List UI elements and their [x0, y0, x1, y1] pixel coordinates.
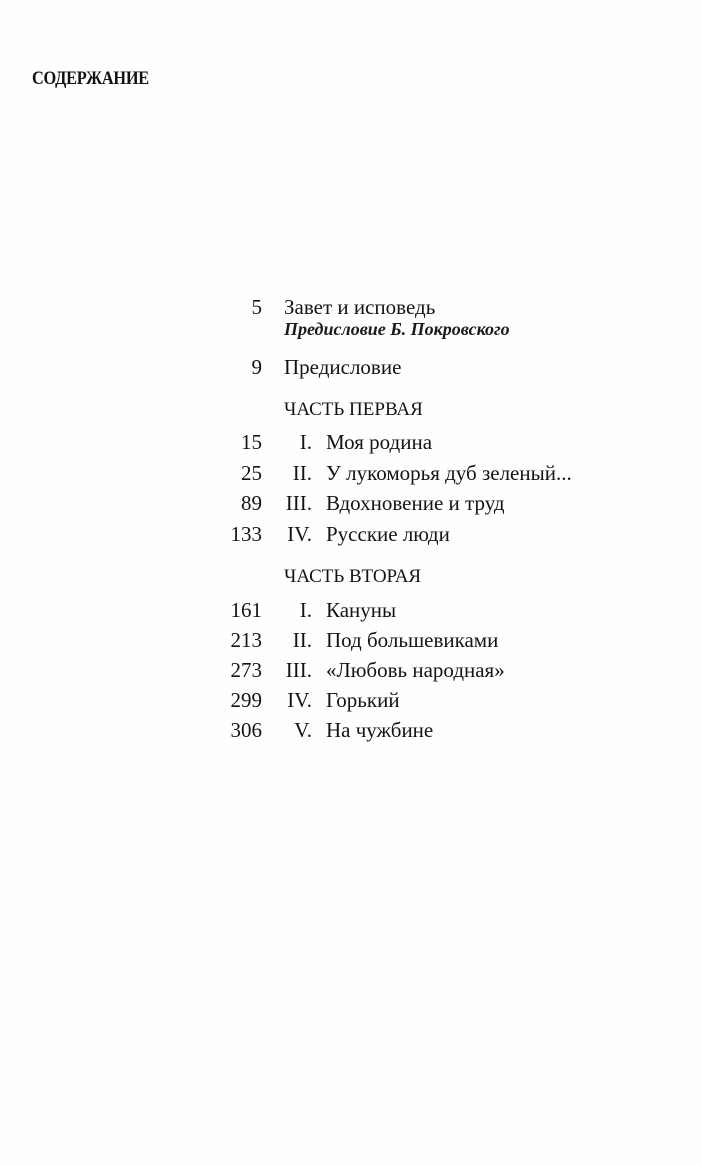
toc-entry	[0, 717, 701, 747]
chapter-numeral: IV.	[287, 522, 312, 546]
toc-entry-title: Кануны	[326, 598, 397, 622]
toc-entry	[0, 521, 701, 551]
toc-page-number: 133	[230, 522, 262, 546]
toc-entry-title: Моя родина	[326, 430, 433, 454]
toc-entry-title: Русские люди	[326, 522, 450, 546]
toc-entry	[0, 597, 701, 627]
toc-page-number: 25	[241, 461, 262, 485]
toc-page-number: 89	[241, 491, 262, 515]
toc-entry	[0, 657, 701, 687]
toc-entry-subtitle: Предисловие Б. Покровского	[284, 319, 510, 339]
toc-entry-title: Завет и исповедь	[284, 295, 436, 319]
chapter-numeral: III.	[285, 658, 312, 682]
toc-entry-title: На чужбине	[326, 718, 434, 742]
chapter-numeral: I.	[299, 598, 312, 622]
page-title: СОДЕРЖАНИЕ	[32, 68, 149, 89]
toc-entry-title: Вдохновение и труд	[326, 491, 505, 515]
part-heading: ЧАСТЬ ВТОРАЯ	[284, 566, 422, 587]
toc-entry	[0, 627, 701, 657]
toc-page-number: 213	[230, 628, 262, 652]
chapter-numeral: II.	[292, 628, 312, 652]
toc-entry-title: Горький	[326, 688, 400, 712]
toc-entry-title: Предисловие	[284, 355, 402, 379]
part-heading: ЧАСТЬ ПЕРВАЯ	[284, 399, 423, 420]
toc-entry-title: У лукоморья дуб зеленый...	[326, 461, 572, 485]
toc-page-number: 161	[230, 598, 262, 622]
toc-entry	[0, 429, 701, 459]
chapter-numeral: IV.	[287, 688, 312, 712]
toc-entry-title: «Любовь народная»	[326, 658, 505, 682]
toc-entry	[0, 294, 701, 339]
toc-entry	[0, 354, 701, 384]
toc-page-number: 273	[230, 658, 262, 682]
chapter-numeral: I.	[299, 430, 312, 454]
toc-page-number: 9	[251, 355, 262, 379]
toc-page-number: 306	[230, 718, 262, 742]
toc-entry	[0, 460, 701, 490]
chapter-numeral: III.	[285, 491, 312, 515]
toc-page-number: 15	[241, 430, 262, 454]
toc-entry-title: Под большевиками	[326, 628, 499, 652]
toc-page-number: 299	[230, 688, 262, 712]
chapter-numeral: II.	[292, 461, 312, 485]
chapter-numeral: V.	[294, 718, 312, 742]
toc-entry	[0, 687, 701, 717]
toc-entry	[0, 490, 701, 520]
toc-page-number: 5	[251, 295, 262, 319]
